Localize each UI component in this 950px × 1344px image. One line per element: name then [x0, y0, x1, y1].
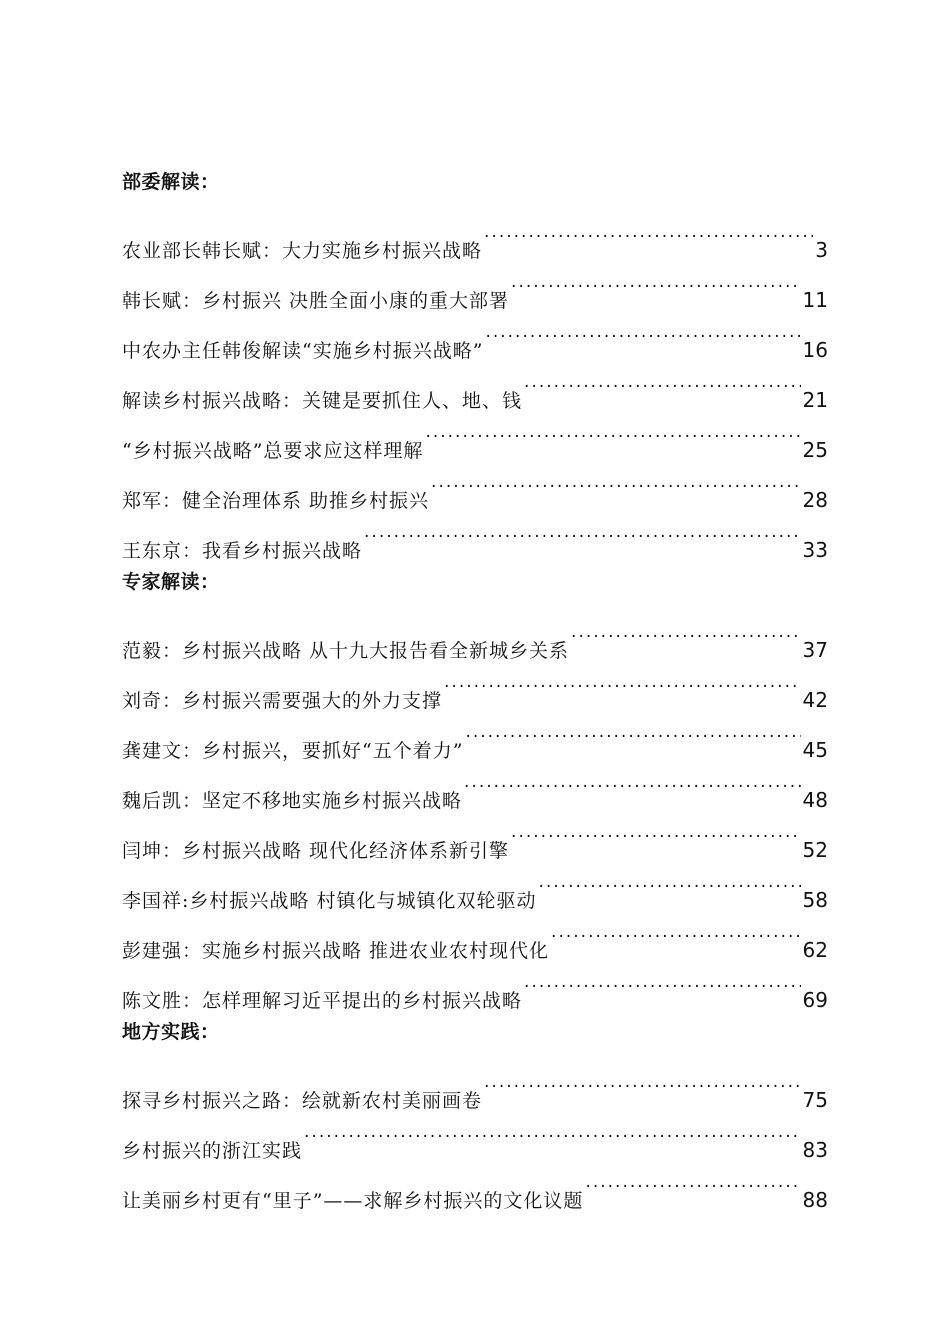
section-heading-local-practice: 地方实践：: [122, 1021, 220, 1043]
table-of-contents: [122, 157, 828, 1212]
dot-leader: [362, 507, 801, 557]
toc-entry-title: 郑军：健全治理体系 助推乡村振兴: [122, 490, 430, 512]
dot-leader: [429, 457, 801, 507]
toc-entry-title: 让美丽乡村更有“里子”——求解乡村振兴的文化议题: [122, 1190, 584, 1212]
section-heading-ministry: 部委解读：: [122, 171, 220, 193]
toc-entry-title: 王东京：我看乡村振兴战略: [122, 540, 363, 562]
dot-leader: [583, 1157, 800, 1207]
dot-leader: [509, 807, 801, 857]
toc-entry-page: 62: [802, 938, 828, 962]
toc-entry-page: 33: [802, 538, 828, 562]
dot-leader: [569, 607, 801, 657]
toc-entry-title: 韩长赋：乡村振兴 决胜全面小康的重大部署: [122, 290, 510, 312]
toc-entry-title: 乡村振兴的浙江实践: [122, 1140, 303, 1162]
dot-leader: [423, 407, 800, 457]
toc-entry-page: 3: [815, 238, 828, 262]
toc-entry-page: 25: [802, 438, 828, 462]
toc-entry[interactable]: [122, 607, 828, 662]
toc-entry-title: 刘奇：乡村振兴需要强大的外力支撑: [122, 690, 443, 712]
section-heading-experts: 专家解读：: [122, 571, 220, 593]
toc-entry-page: 88: [802, 1188, 828, 1212]
toc-entry[interactable]: [122, 207, 828, 262]
toc-entry[interactable]: [122, 1057, 828, 1112]
toc-entry-page: 42: [802, 688, 828, 712]
dot-leader: [483, 307, 800, 357]
dot-leader: [442, 657, 801, 707]
toc-entry-page: 37: [802, 638, 828, 662]
toc-entry-title: 李国祥:乡村振兴战略 村镇化与城镇化双轮驱动: [122, 890, 537, 912]
toc-entry-page: 83: [802, 1138, 828, 1162]
dot-leader: [482, 207, 813, 257]
dot-leader: [549, 907, 801, 957]
toc-entry-page: 21: [802, 388, 828, 412]
dot-leader: [522, 957, 801, 1007]
toc-entry-title: 解读乡村振兴战略：关键是要抓住人、地、钱: [122, 390, 523, 412]
toc-entry-title: 范毅：乡村振兴战略 从十九大报告看全新城乡关系: [122, 640, 570, 662]
dot-leader: [462, 757, 801, 807]
toc-entry-page: 16: [802, 338, 828, 362]
toc-entry-page: 58: [802, 888, 828, 912]
dot-leader: [302, 1107, 801, 1157]
toc-entry-page: 52: [802, 838, 828, 862]
toc-entry-page: 48: [802, 788, 828, 812]
toc-entry-title: 中农办主任韩俊解读“实施乡村振兴战略”: [122, 340, 484, 362]
toc-entry-page: 45: [802, 738, 828, 762]
dot-leader: [482, 1057, 801, 1107]
dot-leader: [509, 257, 801, 307]
toc-entry-title: 魏后凯：坚定不移地实施乡村振兴战略: [122, 790, 463, 812]
toc-entry-page: 75: [802, 1088, 828, 1112]
toc-entry-page: 11: [802, 288, 828, 312]
toc-entry-page: 28: [802, 488, 828, 512]
toc-entry-title: 龚建文：乡村振兴，要抓好“五个着力”: [122, 740, 464, 762]
dot-leader: [463, 707, 800, 757]
toc-entry-title: “乡村振兴战略”总要求应这样理解: [122, 440, 424, 462]
toc-entry-page: 69: [802, 988, 828, 1012]
dot-leader: [522, 357, 801, 407]
toc-entry-title: 探寻乡村振兴之路：绘就新农村美丽画卷: [122, 1090, 483, 1112]
toc-entry-title: 农业部长韩长赋：大力实施乡村振兴战略: [122, 240, 483, 262]
toc-entry-title: 彭建强：实施乡村振兴战略 推进农业农村现代化: [122, 940, 550, 962]
dot-leader: [536, 857, 800, 907]
toc-entry-title: 陈文胜：怎样理解习近平提出的乡村振兴战略: [122, 990, 523, 1012]
toc-entry-title: 闫坤：乡村振兴战略 现代化经济体系新引擎: [122, 840, 510, 862]
